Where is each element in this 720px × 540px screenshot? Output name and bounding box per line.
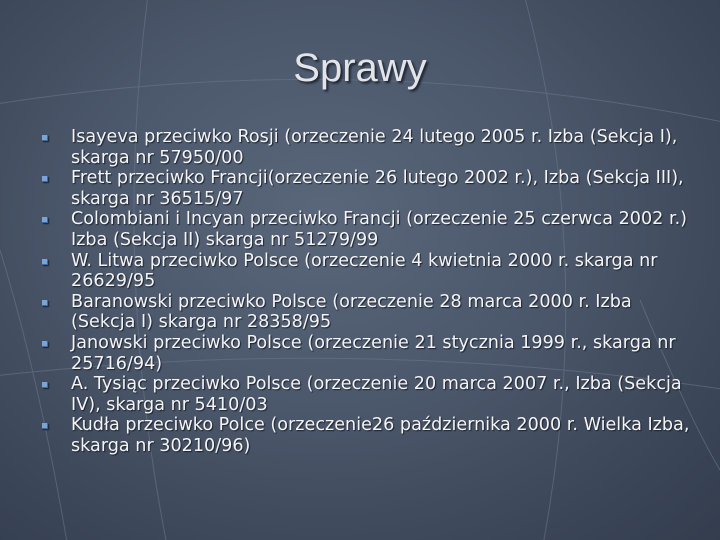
bullet-square-icon (42, 382, 48, 388)
list-item-text: Kudła przeciwko Polce (orzeczenie26 października 2000 r. Wielka Izba, skarga nr 30210/96) (71, 415, 690, 456)
slide-title: Sprawy (293, 46, 427, 90)
list-item (40, 415, 700, 456)
list-item-text: Baranowski przeciwko Polsce (orzeczenie 28 marca 2000 r. Izba (Sekcja I) skarga nr 28358/95 (71, 291, 632, 333)
list-item-text: W. Litwa przeciwko Polsce (orzeczenie 4 kwietnia 2000 r. skarga nr 26629/95 (71, 250, 658, 292)
list-item (40, 292, 700, 333)
bullet-square-icon (42, 135, 48, 141)
list-item-text: Isayeva przeciwko Rosji (orzeczenie 24 lutego 2005 r. Izba (Sekcja I), skarga nr 57950/00 (71, 127, 678, 168)
list-item (40, 127, 700, 168)
list-item (40, 374, 700, 415)
bullet-square-icon (42, 341, 48, 347)
case-list (40, 127, 700, 457)
list-item-text: A. Tysiąc przeciwko Polsce (orzeczenie 20 marca 2007 r., Izba (Sekcja IV), skarga nr 5410/03 (71, 374, 682, 415)
bullet-square-icon (42, 300, 48, 306)
bullet-square-icon (42, 423, 48, 429)
list-item (40, 251, 700, 292)
list-item-text: Frett przeciwko Francji(orzeczenie 26 lutego 2002 r.), Izba (Sekcja III), skarga nr 36515/97 (71, 168, 684, 209)
bullet-square-icon (42, 259, 48, 265)
list-item (40, 333, 700, 374)
list-item (40, 209, 700, 250)
list-item (40, 168, 700, 209)
list-item-text: Janowski przeciwko Polsce (orzeczenie 21 stycznia 1999 r., skarga nr 25716/94) (71, 332, 676, 374)
list-item-text: Colombiani i Incyan przeciwko Francji (orzeczenie 25 czerwca 2002 r.) Izba (Sekcja II) skarga nr 51279/99 (71, 209, 688, 250)
bullet-square-icon (42, 176, 48, 182)
bullet-square-icon (42, 217, 48, 223)
